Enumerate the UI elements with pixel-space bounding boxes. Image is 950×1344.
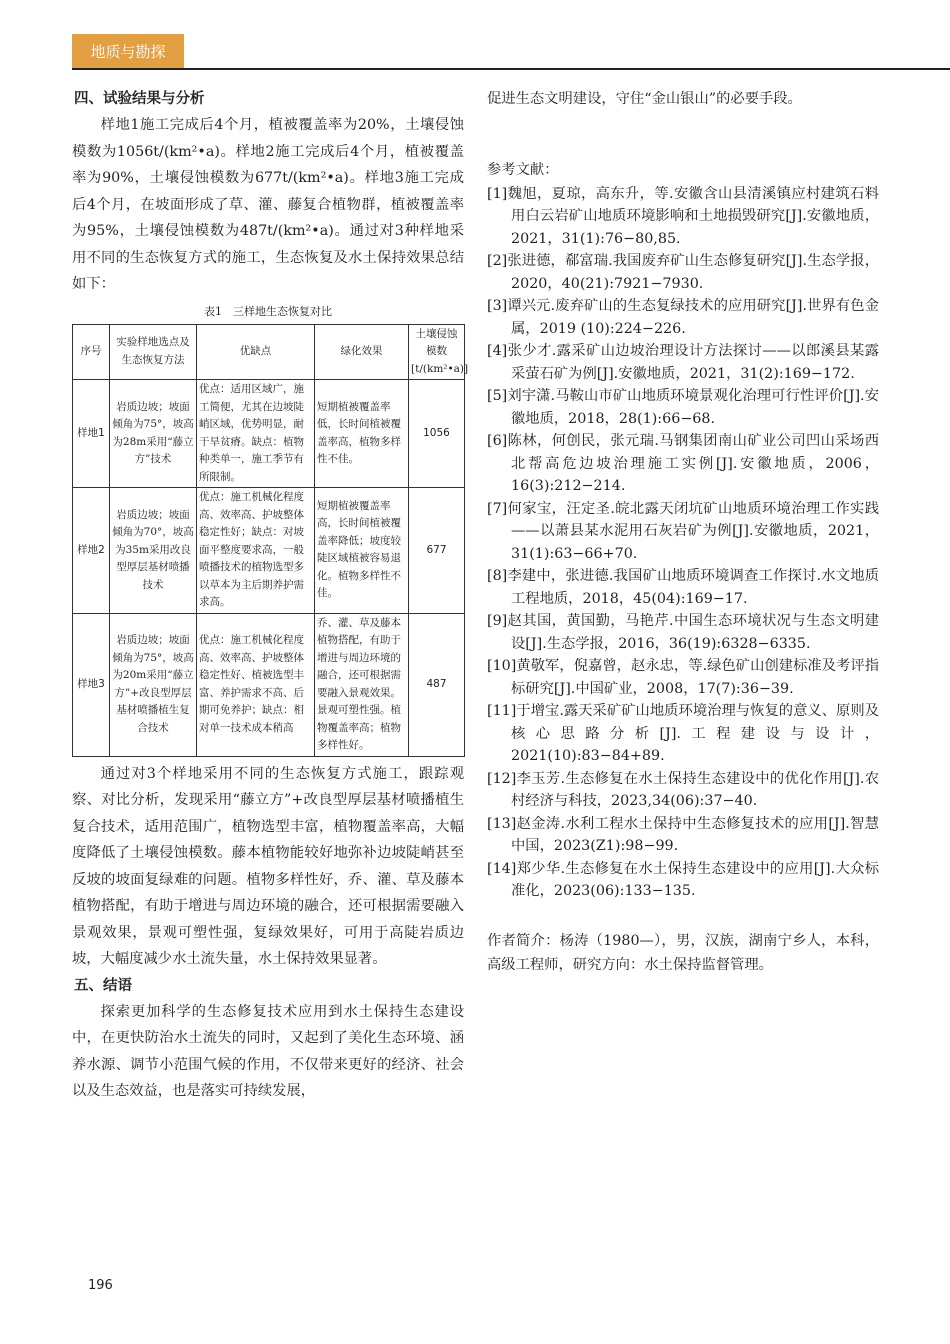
row-pros-cons: 优点：适用区域广，施工简便，尤其在边坡陡峭区域，优势明显，耐干旱贫瘠。缺点：植物种类单一，施工季节有所限制。 — [197, 380, 315, 488]
reference-item: [9]赵其国，黄国勤，马艳芹.中国生态环境状况与生态文明建设[J].生态学报，2016，36(19):6328−6335. — [487, 613, 879, 652]
row-effect: 短期植被覆盖率低，长时间植被覆盖率高，植物多样性不佳。 — [315, 380, 409, 488]
table-header-row — [73, 324, 465, 380]
row-effect: 短期植被覆盖率高，长时间植被覆盖率降低；坡度较陡区域植被容易退化。植物多样性不佳。 — [315, 488, 409, 614]
table-header: 序号 — [73, 324, 110, 380]
table-header: 绿化效果 — [315, 324, 409, 380]
analysis-paragraph: 通过对3个样地采用不同的生态恢复方式施工，跟踪观察、对比分析，发现采用“藤立方”+改良型厚层基材喷播植生复合技术，适用范围广，植物选型丰富，植物覆盖率高，大幅度降低了土壤侵蚀模数。藤本植物能较好地弥补边坡陡峭甚至反坡的坡面复绿难的问题。植物多样性好，乔、灌、草及藤本植物搭配，有助于增进与周边环境的融合，还可根据需要融入景观效果，景观可塑性强，复绿效果好，可用于高陡岩质边坡，大幅度减少水土流失量，水土保持效果显著。 — [72, 765, 464, 967]
left-column — [72, 86, 469, 1105]
row-id: 样地1 — [73, 380, 110, 488]
reference-item: [7]何家宝，汪定圣.皖北露天闭坑矿山地质环境治理工作实践——以萧县某水泥用石灰岩矿为例[J].安徽地质，2021，31(1):63−66+70. — [487, 500, 879, 562]
references-title: 参考文献： — [487, 161, 559, 178]
conclusion-continuation: 促进生态文明建设，守住“金山银山”的必要手段。 — [487, 91, 802, 107]
reference-item: [3]谭兴元.废弃矿山的生态复绿技术的应用研究[J].世界有色金属，2019 (10):224−226. — [487, 298, 879, 337]
results-paragraph: 样地1施工完成后4个月，植被覆盖率为20%，土壤侵蚀模数为1056t/(km²•a)。样地2施工完成后4个月，植被覆盖率为90%，土壤侵蚀模数为677t/(km²•a)。样地3施工完成后4个月，在坡面形成了草、灌、藤复合植物群，植被覆盖率为95%，土壤侵蚀模数为487t/(km²•a)。通过对3种样地采用不同的生态恢复方式的施工，生态恢复及水土保持效果总结如下： — [72, 117, 464, 292]
row-modulus: 487 — [409, 613, 465, 756]
reference-item: [4]张少才.露采矿山边坡治理设计方法探讨——以郎溪县某露采萤石矿为例[J].安徽地质，2021，31(2):169−172. — [487, 343, 879, 382]
row-modulus: 677 — [409, 488, 465, 614]
conclusion-paragraph: 探索更加科学的生态修复技术应用到水土保持生态建设中，在更快防治水土流失的同时，又起到了美化生态环境、涵养水源、调节小范围气候的作用，不仅带来更好的经济、社会以及生态效益，也是落实可持续发展， — [72, 1003, 464, 1099]
reference-item: [10]黄敬军，倪嘉曾，赵永忠，等.绿色矿山创建标准及考评指标研究[J].中国矿业，2008，17(7):36−39. — [487, 658, 879, 697]
table-header: 优缺点 — [197, 324, 315, 380]
section-tab: 地质与勘探 — [72, 34, 184, 70]
row-method: 岩质边坡；坡面倾角为75°，坡高为28m采用“藤立方”技术 — [110, 380, 197, 488]
comparison-table — [72, 324, 469, 757]
row-pros-cons: 优点：施工机械化程度高、效率高、护坡整体稳定性好、植被选型丰富、养护需求不高、后期可免养护；缺点：相对单一技术成本稍高 — [197, 613, 315, 756]
row-pros-cons: 优点：施工机械化程度高、效率高、护坡整体稳定性好；缺点：对坡面平整度要求高，一般喷播技术的植物选型多以草本为主后期养护需求高。 — [197, 488, 315, 614]
reference-item: [13]赵金涛.水利工程水土保持中生态修复技术的应用[J].智慧中国，2023(Z1):98−99. — [487, 815, 879, 854]
row-id: 样地3 — [73, 613, 110, 756]
reference-item: [5]刘宇潇.马鞍山市矿山地质环境景观化治理可行性评价[J].安徽地质，2018，28(1):66−68. — [487, 388, 879, 427]
author-bio: 作者简介：杨涛（1980—），男，汉族，湖南宁乡人，本科，高级工程师，研究方向：水土保持监督管理。 — [487, 932, 879, 973]
page-number: 196 — [88, 1278, 113, 1293]
row-id: 样地2 — [73, 488, 110, 614]
reference-item: [2]张进德，郗富瑞.我国废弃矿山生态修复研究[J].生态学报，2020，40(21):7921−7930. — [487, 253, 879, 292]
table-row — [73, 613, 465, 756]
section-heading-conclusion: 五、结语 — [74, 977, 132, 994]
row-method: 岩质边坡；坡面倾角为70°，坡高为35m采用改良型厚层基材喷播技术 — [110, 488, 197, 614]
right-column — [487, 86, 879, 977]
header-divider — [72, 68, 950, 70]
row-method: 岩质边坡；坡面倾角为75°，坡高为20m采用“藤立方”+改良型厚层基材喷播植生复合技术 — [110, 613, 197, 756]
table-header: 土壤侵蚀模数[t/(km²•a)] — [409, 324, 465, 380]
table-caption: 表1 三样地生态恢复对比 — [204, 304, 332, 318]
reference-item: [6]陈林，何创民，张元瑞.马钢集团南山矿业公司凹山采场西北帮高危边坡治理施工实例[J].安徽地质，2006，16(3):212−214. — [487, 433, 879, 494]
row-modulus: 1056 — [409, 380, 465, 488]
row-effect: 乔、灌、草及藤本植物搭配，有助于增进与周边环境的融合，还可根据需要融入景观效果。景观可塑性强。植物覆盖率高；植物多样性好。 — [315, 613, 409, 756]
reference-item: [14]郑少华.生态修复在水土保持生态建设中的应用[J].大众标准化，2023(06):133−135. — [487, 860, 879, 899]
reference-item: [8]李建中，张进德.我国矿山地质环境调查工作探讨.水文地质工程地质，2018，45(04):169−17. — [487, 568, 879, 607]
table-row — [73, 380, 465, 488]
table-header: 实验样地选点及生态恢复方法 — [110, 324, 197, 380]
table-row — [73, 488, 465, 614]
reference-item: [12]李玉芳.生态修复在水土保持生态建设中的优化作用[J].农村经济与科技，2023,34(06):37−40. — [487, 770, 879, 809]
reference-item: [1]魏旭，夏琼，高东升，等.安徽含山县清溪镇应村建筑石料用白云岩矿山地质环境影响和土地损毁研究[J].安徽地质，2021，31(1):76−80,85. — [487, 185, 879, 247]
section-heading-results: 四、试验结果与分析 — [74, 91, 205, 107]
reference-item: [11]于增宝.露天采矿矿山地质环境治理与恢复的意义、原则及核心思路分析[J].工程建设与设计，2021(10):83−84+89. — [487, 703, 879, 764]
